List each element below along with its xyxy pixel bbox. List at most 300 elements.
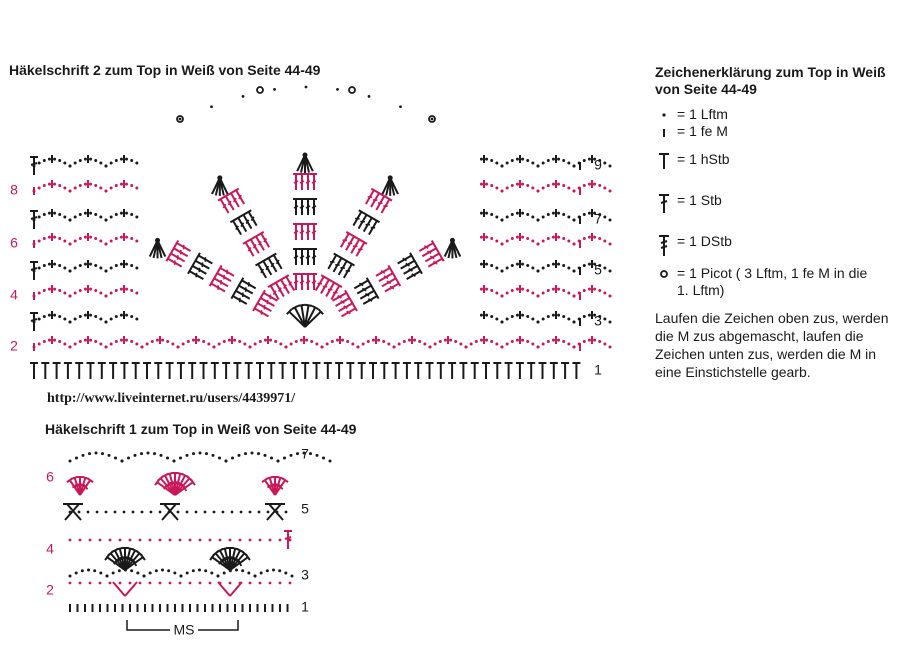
chain-dot [132,511,135,514]
chain-dot [173,460,176,463]
chain-dot [159,511,162,514]
chain-dot [38,317,41,320]
chain-dot [276,511,279,514]
legend-item-fem: = 1 fe M [655,123,728,140]
chain-dot [89,582,92,585]
chain-dot [125,314,128,317]
chain-dot [110,186,113,189]
chain-dot [84,314,87,317]
chain-dot [134,454,137,457]
row-label-right: 7 [301,445,309,462]
hdc-symbol [222,363,230,379]
row-label-left: 2 [46,581,54,598]
chain-dot [368,95,371,98]
chain-dot [84,288,87,291]
chain-dot [465,346,468,349]
hdc-symbol [75,363,83,379]
chain-dot [552,212,555,215]
hdc-symbol [143,363,151,379]
chain-dot [547,340,550,343]
chain-dot [567,215,570,218]
hdc-symbol [109,363,117,379]
chain-dot [110,291,113,294]
chain-dot [96,511,99,514]
chain-dot [603,266,606,269]
chain-dot [222,511,225,514]
chain-dot [79,213,82,216]
chain-dot [495,186,498,189]
chain-dot [69,321,72,324]
chain-dot [179,118,182,121]
chain-dot [58,237,61,240]
chain-dot [521,288,524,291]
hdc-symbol [98,363,106,379]
row-label-right: 3 [594,312,602,329]
repeat-label: MS [173,621,195,638]
chain-dot [105,295,108,298]
chain-dot [58,184,61,187]
chain-dot [99,539,102,542]
chain-dot [115,213,118,216]
hdc-symbol [132,363,140,379]
chain-dot [120,212,123,215]
chain-dot [495,266,498,269]
hdc-symbol [53,363,61,379]
chain-dot [223,572,226,575]
chain-dot [305,86,308,89]
chain-dot [583,315,586,318]
chain-dot [593,288,596,291]
chain-dot [94,159,97,162]
chain-dot [192,569,195,572]
chain-dot [542,266,545,269]
chain-dot [43,237,46,240]
chain-dot [238,454,241,457]
chain-dot [480,339,483,342]
chain-dot [439,340,442,343]
chain-dot [341,339,344,342]
chain-dot [583,289,586,292]
chain-dot [58,264,61,267]
chain-dot [99,266,102,269]
chain-dot [506,239,509,242]
chain-dot [180,575,183,578]
chain-dot [583,159,586,162]
chain-dot [609,219,612,222]
chain-dot [74,317,77,320]
chain-dot [351,342,354,345]
chain-dot [603,291,606,294]
chain-dot [537,243,540,246]
chain-dot [84,183,87,186]
chain-dot [588,158,591,161]
chain-dot [79,582,82,585]
chain-dot [43,159,46,162]
chain-dot [160,454,163,457]
chain-dot [136,572,139,575]
chain-dot [147,452,150,455]
chain-dot [167,569,170,572]
hdc-symbol [437,363,445,379]
chain-dot [173,572,176,575]
chain-dot [115,237,118,240]
chain-dot [454,340,457,343]
hdc-symbol [177,363,185,379]
chain-dot [99,582,102,585]
chain-dot [149,582,152,585]
chain-dot [506,186,509,189]
chain-dot [562,315,565,318]
chain-dot [588,183,591,186]
chain-dot [537,321,540,324]
chain-dot [490,159,493,162]
chain-dot [75,456,78,459]
chain-dot [69,511,72,514]
chain-dot [48,263,51,266]
chain-dot [53,263,56,266]
chain-dot [150,511,153,514]
chain-dot [285,511,288,514]
chain-dot [58,315,61,318]
hdc-symbol [561,363,569,379]
chain-dot [115,264,118,267]
hdc-symbol [527,363,535,379]
row-label-left: 4 [46,540,54,557]
hdc-symbol [200,363,208,379]
chain-dot [573,295,576,298]
chain-dot [149,539,152,542]
chain-dot [207,342,210,345]
chain-dot [573,219,576,222]
chain-dot [296,452,299,455]
row-label-right: 5 [594,261,602,278]
chain-dot [89,539,92,542]
chain-dot [63,291,66,294]
chain-dot [526,289,529,292]
chain-dot [79,264,82,267]
chain-dot [557,236,560,239]
chain-dot [557,183,560,186]
chain-dot [43,340,46,343]
chain-dot [74,239,77,242]
symbol-legend [655,64,895,380]
chain-dot [593,339,596,342]
chain-dot [223,340,226,343]
chain-dot [135,266,138,269]
chain-dot [63,215,66,218]
chain-dot [506,215,509,218]
chain-dot [235,569,238,572]
chain-dot [110,266,113,269]
stitch-fan [155,473,195,495]
chain-dot [254,342,257,345]
chain-dot [526,315,529,318]
chain-dot [105,190,108,193]
chain-dot [53,183,56,186]
hdc-symbol [154,363,162,379]
chain-dot [562,264,565,267]
chain-dot [526,340,529,343]
chain-dot [94,340,97,343]
chain-dot [526,159,529,162]
chain-dot [279,539,282,542]
chain-dot [562,237,565,240]
chain-dot [490,213,493,216]
chain-dot [501,219,504,222]
chain-dot [408,339,411,342]
crochet-chart-1 [30,440,360,650]
chain-dot [43,213,46,216]
chain-dot [99,215,102,218]
chain-dot [240,511,243,514]
chain-dot [516,263,519,266]
chain-dot [598,340,601,343]
chain-dot [531,239,534,242]
chain-dot [480,212,483,215]
chain-dot [212,454,215,457]
chain-dot [542,291,545,294]
chain-dot [382,340,385,343]
chain-dot [542,215,545,218]
chain-dot [290,342,293,345]
chain-dot [88,452,91,455]
chain-dot [588,212,591,215]
chain-dot [120,183,123,186]
chain-dot [94,237,97,240]
hdc-symbol [41,363,49,379]
chain-dot [609,295,612,298]
picot-circle [257,87,263,93]
chain-dot [423,342,426,345]
chain-dot [485,158,488,161]
chain-dot [89,339,92,342]
chain-dot [84,339,87,342]
chain-dot [89,183,92,186]
chain-dot [490,237,493,240]
chain-dot [120,158,123,161]
chain-dot [567,266,570,269]
chain-dot [159,582,162,585]
chain-dot [537,270,540,273]
chain-dot [588,288,591,291]
chain-dot [219,539,222,542]
chain-dot [202,340,205,343]
chain-dot [105,243,108,246]
chain-dot [272,569,275,572]
chain-dot [490,340,493,343]
chain-dot [285,346,288,349]
chain-dot [547,184,550,187]
chain-dot [209,582,212,585]
chain-dot [141,346,144,349]
chain-dot [106,575,109,578]
chain-dot [398,342,401,345]
chain-dot [283,456,286,459]
chain-dot [567,161,570,164]
hdc-symbol [233,363,241,379]
chain-dot [114,511,117,514]
chain-dot [495,239,498,242]
chain-dot [393,346,396,349]
chain-dot [79,184,82,187]
chain-dot [58,159,61,162]
chain-dot [429,346,432,349]
chain-dot [213,346,216,349]
chain-dot [135,342,138,345]
chain-dot [511,315,514,318]
tick-icon [658,123,670,140]
chain-dot [516,314,519,317]
chain-dot [542,161,545,164]
chain-dot [125,212,128,215]
chain-dot [603,186,606,189]
chain-dot [583,340,586,343]
chain-dot [557,158,560,161]
chain-dot [231,456,234,459]
chain-dot [516,288,519,291]
chain-dot [218,342,221,345]
chain-dot [69,460,72,463]
hdc-symbol [301,363,309,379]
chain-dot [99,161,102,164]
chart1-title: Häkelschrift 1 zum Top in Weiß von Seite 44-49 [45,421,357,437]
chain-dot [43,289,46,292]
chain-dot [112,572,115,575]
chain-dot [135,239,138,242]
hdc-symbol [403,363,411,379]
chain-dot [552,183,555,186]
chain-dot [521,314,524,317]
chain-dot [189,582,192,585]
chain-dot [300,339,303,342]
row-label-left: 4 [10,286,18,303]
chain-dot [109,539,112,542]
chain-dot [151,340,154,343]
chain-dot [547,264,550,267]
chain-dot [94,213,97,216]
chain-dot [552,288,555,291]
chain-dot [120,314,123,317]
chain-dot [38,186,41,189]
chain-dot [511,289,514,292]
chain-dot [557,263,560,266]
chain-dot [552,339,555,342]
chain-dot [557,314,560,317]
chain-dot [110,239,113,242]
chain-dot [179,582,182,585]
chain-dot [218,456,221,459]
chain-dot [269,582,272,585]
chain-dot [547,159,550,162]
hdc-symbol [392,363,400,379]
chain-dot [593,183,596,186]
chain-dot [166,340,169,343]
chain-dot [552,263,555,266]
chain-dot [537,346,540,349]
cross-stitch [164,504,178,520]
hdc-symbol [313,363,321,379]
chain-dot [249,511,252,514]
chain-dot [239,582,242,585]
chain-dot [94,184,97,187]
hdc-symbol [256,363,264,379]
chain-dot [105,346,108,349]
chain-dot [377,339,380,342]
chain-dot [260,572,263,575]
chain-dot [480,183,483,186]
chain-dot [69,539,72,542]
hdc-symbol [380,363,388,379]
chain-dot [259,539,262,542]
chain-dot [135,161,138,164]
chain-dot [603,215,606,218]
chain-dot [310,340,313,343]
chain-dot [99,239,102,242]
chain-dot [125,158,128,161]
hdc-symbol [539,363,547,379]
chain-dot [516,158,519,161]
chain-dot [115,289,118,292]
chain-dot [279,342,282,345]
chain-dot [120,236,123,239]
chain-dot [82,454,85,457]
chain-dot [567,317,570,320]
chain-dot [315,342,318,345]
chain-dot [43,264,46,267]
chain-dot [139,582,142,585]
chain-dot [331,340,334,343]
hdc-symbol [267,363,275,379]
chain-dot [495,291,498,294]
chain-dot [322,456,325,459]
chain-dot [609,243,612,246]
chain-dot [78,511,81,514]
chain-dot [531,161,534,164]
chain-dot [501,243,504,246]
chain-dot [289,582,292,585]
chain-dot [521,263,524,266]
chain-dot [557,339,560,342]
chain-dot [270,456,273,459]
chain-dot [186,454,189,457]
chain-dot [336,88,339,91]
cross-stitch [65,504,79,520]
chain-dot [588,339,591,342]
chain-dot [573,346,576,349]
row-label-left: 2 [10,337,18,354]
chain-dot [485,212,488,215]
hdc-symbol [211,363,219,379]
chain-dot [74,161,77,164]
chain-dot [490,264,493,267]
chain-dot [228,339,231,342]
chain-dot [480,158,483,161]
chain-dot [239,539,242,542]
chain-dot [609,270,612,273]
chain-dot [567,186,570,189]
chain-dot [114,456,117,459]
chain-dot [291,575,294,578]
chain-dot [249,582,252,585]
chain-dot [542,186,545,189]
chain-dot [38,239,41,242]
legend-item-stb: = 1 Stb [655,192,722,214]
legend-item-picot: = 1 Picot ( 3 Lftm, 1 fe M in die 1. Lftm) [655,265,882,299]
chain-dot [480,288,483,291]
chain-dot [94,315,97,318]
v-stitch [113,582,125,596]
chain-dot [213,511,216,514]
